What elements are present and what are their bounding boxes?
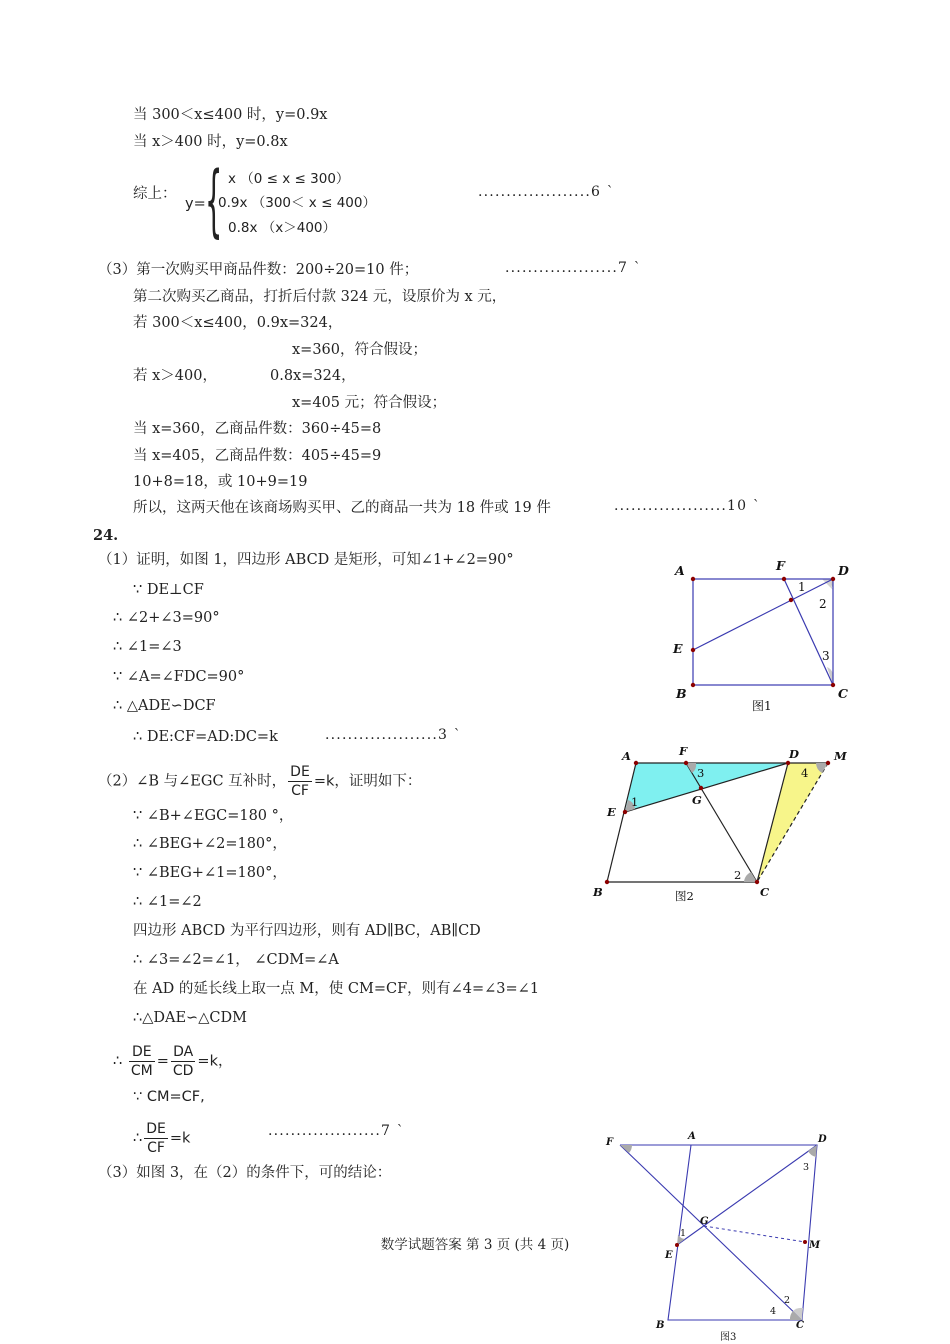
- label-F: F: [776, 558, 785, 573]
- score-marker: ....................7 `: [505, 260, 642, 276]
- label-D: D: [818, 1134, 827, 1145]
- text-line: 当 x=405，乙商品件数：405÷45=9: [133, 448, 382, 464]
- text-line: [133, 1120, 190, 1157]
- label-A: A: [675, 563, 685, 578]
- angle-2-mark: [744, 872, 757, 882]
- text-line: 若 300＜x≤400，0.9x=324，: [133, 315, 343, 331]
- text-line: ∴ ∠2+∠3=90°: [113, 610, 220, 626]
- label-A: A: [688, 1131, 696, 1142]
- text-line: [98, 763, 421, 800]
- angle-label-3: 3: [697, 766, 705, 780]
- text-line: 第二次购买乙商品，打折后付款 324 元，设原价为 x 元，: [133, 289, 507, 305]
- text-line: x=360，符合假设；: [292, 342, 428, 358]
- angle-label-4: 4: [770, 1306, 777, 1317]
- angle-label-4: 4: [801, 766, 809, 780]
- label-E: E: [673, 641, 683, 656]
- score-marker: ....................7 `: [268, 1123, 405, 1139]
- label-B: B: [656, 1320, 665, 1331]
- text-line: ∴ DE:CF=AD:DC=k: [133, 729, 278, 745]
- points: [691, 577, 835, 687]
- label-G: G: [692, 793, 702, 807]
- text-line: 若 x＞400，: [133, 368, 217, 384]
- text-line: [133, 1087, 205, 1107]
- denominator: CF: [147, 1140, 165, 1156]
- text-line: ∴ ∠1=∠2: [133, 894, 202, 910]
- segment-FC: [620, 1145, 802, 1320]
- label-M: M: [809, 1240, 821, 1251]
- math-y: y=: [185, 196, 206, 212]
- points: [675, 1240, 807, 1247]
- label-E: E: [665, 1250, 673, 1261]
- text-line: ∴ ∠3=∠2=∠1， ∠CDM=∠A: [133, 952, 339, 968]
- text-line: ∵ ∠BEG+∠1=180°，: [133, 865, 287, 881]
- angle-1-mark: [822, 579, 833, 590]
- rectangle-ABCD: [693, 579, 833, 685]
- text-line: 所以，这两天他在该商场购买甲、乙的商品一共为 18 件或 19 件: [133, 500, 551, 516]
- text-line: 在 AD 的延长线上取一点 M，使 CM=CF，则有∠4=∠3=∠1: [133, 981, 540, 997]
- because-symbol: ∵: [133, 1089, 143, 1105]
- text-span: CM=CF,: [146, 1089, 205, 1105]
- brace: {: [205, 156, 223, 246]
- text-line: ∴ ∠1=∠3: [113, 639, 182, 655]
- score-marker: ....................6 `: [478, 184, 615, 200]
- figure-caption: 图2: [675, 889, 694, 903]
- denominator: CD: [172, 1063, 194, 1079]
- label-C: C: [796, 1320, 804, 1331]
- text-span: ，证明如下：: [334, 773, 422, 790]
- label-G: G: [700, 1216, 709, 1227]
- angle-label-3: 3: [803, 1162, 810, 1173]
- label-A: A: [622, 749, 631, 763]
- text-line: ∴ △ADE∽DCF: [113, 698, 216, 714]
- text-line: 10+8=18，或 10+9=19: [133, 474, 308, 490]
- equals-k: =k，: [197, 1053, 233, 1070]
- label-M: M: [834, 749, 847, 763]
- angle-label-3: 3: [822, 649, 830, 663]
- text-line: ∵ ∠A=∠FDC=90°: [113, 669, 245, 685]
- fraction: [129, 1043, 155, 1080]
- angle-label-1: 1: [680, 1228, 687, 1239]
- page-footer: 数学试题答案 第 3 页 (共 4 页): [380, 1237, 570, 1253]
- text-line: ∴ ∠BEG+∠2=180°，: [133, 836, 287, 852]
- angle-F-mark: [620, 1145, 632, 1153]
- figure-caption: 图3: [720, 1332, 737, 1343]
- label-C: C: [838, 686, 848, 701]
- case-line: 0.8x （x＞400）: [228, 220, 337, 236]
- numerator: DA: [171, 1043, 196, 1062]
- numerator: DE: [146, 1121, 166, 1137]
- fraction: [144, 1120, 168, 1157]
- figure-caption: 图1: [752, 699, 772, 713]
- text-line: 0.8x=324，: [270, 368, 356, 384]
- text-line: ∵ DE⊥CF: [133, 582, 204, 598]
- triangle-DMC-fill: [757, 763, 828, 882]
- case-line: x （0 ≤ x ≤ 300）: [228, 171, 350, 187]
- therefore-symbol: ∴: [133, 1130, 143, 1147]
- angle-label-2: 2: [819, 597, 827, 611]
- score-marker: ....................10 `: [614, 498, 762, 514]
- label-D: D: [838, 563, 849, 578]
- therefore-symbol: ∴: [113, 1053, 123, 1070]
- denominator: CM: [130, 1063, 153, 1079]
- text-line: 当 x=360，乙商品件数：360÷45=8: [133, 421, 382, 437]
- segment-DE: [677, 1145, 817, 1245]
- denominator: CF: [291, 783, 309, 799]
- angle-label-1: 1: [631, 795, 639, 809]
- label-C: C: [760, 885, 770, 899]
- problem-number: 24.: [93, 527, 119, 544]
- text-line: （3）如图 3，在（2）的条件下，可的结论：: [98, 1165, 392, 1181]
- angle-label-2: 2: [734, 868, 742, 882]
- fraction: [171, 1043, 196, 1080]
- text-line: [113, 1043, 232, 1080]
- case-line: 0.9x （300＜ x ≤ 400）: [218, 195, 376, 211]
- parallelogram-ABCD: [668, 1145, 817, 1320]
- text-line: 综上：: [133, 186, 177, 202]
- figure-2: [590, 745, 855, 905]
- text-line: x=405 元；符合假设；: [292, 395, 447, 411]
- equals-k: =k: [313, 773, 335, 790]
- segment-CF: [784, 579, 833, 685]
- score-marker: ....................3 `: [325, 727, 462, 743]
- angle-3-mark: [808, 1145, 817, 1157]
- text-line: ∴△DAE∽△CDM: [133, 1010, 247, 1026]
- text-line: 四边形 ABCD 为平行四边形，则有 AD∥BC，AB∥CD: [133, 923, 481, 939]
- figure-1: [660, 560, 860, 720]
- text-line: 当 300＜x≤400 时，y=0.9x: [133, 107, 328, 123]
- label-F: F: [679, 744, 688, 758]
- text-line: ∵ ∠B+∠EGC=180 °，: [133, 808, 294, 824]
- fraction: [288, 763, 312, 800]
- text-line: （3）第一次购买甲商品件数：200÷20=10 件；: [98, 262, 419, 278]
- text-line: 当 x＞400 时，y=0.8x: [133, 134, 288, 150]
- text-line: （1）证明，如图 1，四边形 ABCD 是矩形，可知∠1+∠2=90°: [98, 552, 514, 568]
- text-span: （2）∠B 与∠EGC 互补时，: [98, 773, 287, 790]
- numerator: DE: [290, 764, 310, 780]
- numerator: DE: [129, 1043, 155, 1062]
- figure-3: [600, 1128, 840, 1344]
- equals-k: =k: [169, 1130, 191, 1147]
- label-F: F: [606, 1137, 614, 1148]
- label-D: D: [789, 747, 799, 761]
- label-B: B: [676, 686, 687, 701]
- equals: =: [156, 1053, 169, 1070]
- angle-label-2: 2: [784, 1295, 791, 1306]
- label-E: E: [607, 805, 616, 819]
- label-B: B: [593, 885, 603, 899]
- angle-label-1: 1: [798, 580, 806, 594]
